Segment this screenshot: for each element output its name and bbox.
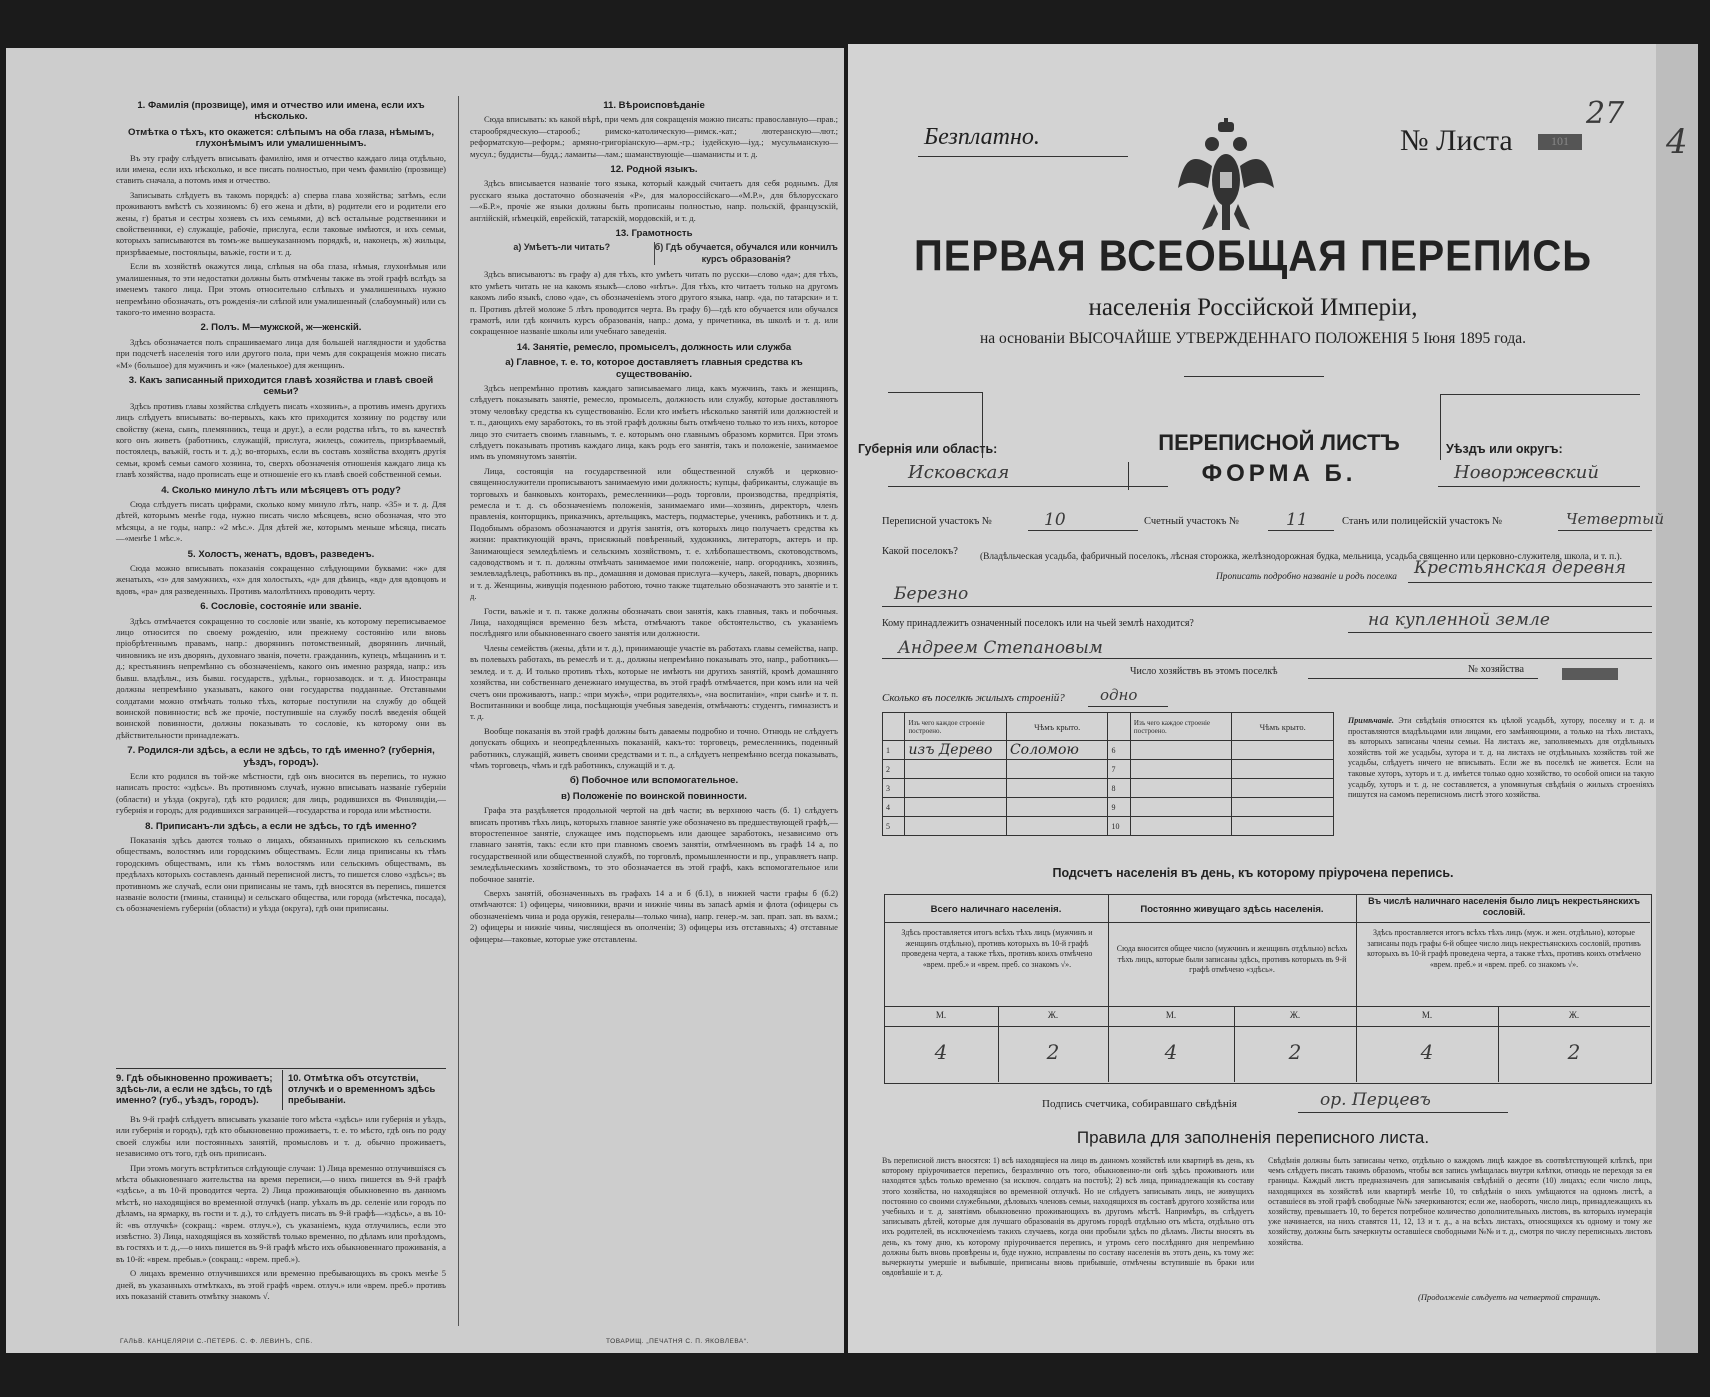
male-label: М. xyxy=(935,1010,947,1020)
instruction-paragraph: Члены семействъ (жены, дѣти и т. д.), принимающіе участіе въ работахъ главы семейства, напр. въ полевыхъ работахъ, въ ремеслѣ и т. д., должны непремѣнно показывать это, напр., работникъ—землед. и т. д. И только противъ тѣхъ, которые не имѣютъ ни другихъ занятій, кромѣ домашняго хозяйства, ни собственнаго денежнаго имущества, въ этой графѣ отмѣчается, при комъ или на чей счетъ они проживаютъ, напр.: «при мужѣ», «при родителяхъ», «на воспитаніи», «при сынѣ» и т. п. Воспитанники и вообще лица, посѣщающія учебныя заведенія, отмѣчаютъ: студентъ, гимназистъ и т. д. xyxy=(470,642,838,722)
instruction-paragraph: При этомъ могутъ встрѣтиться слѣдующіе случаи: 1) Лица временно отлучившіяся съ мѣста обыкновеннаго жительства на время переписи,—о нихъ пишется въ 9-й графѣ «здѣсь», а въ 10-й проводится черта. 2) Лица проживающія обыкновенно въ данномъ мѣстѣ, но находящіяся во временной отлучкѣ (напр. уѣхалъ въ др. селеніе или городъ по дѣламъ, на ярмарку, въ гости и т. д.), то слѣдуетъ писать въ 9-й графѣ—«здѣсь», а въ 10-й: «въ отлучкѣ» (сокращ.: «врем. отлуч.»), съ указаніемъ, куда отлучились, если это извѣстно. 3) Лица, находящіяся въ хозяйствѣ только временно, по дѣламъ или проѣздомъ, въ гостяхъ и т. д.,—о нихъ пишется въ 9-й графѣ мѣсто ихъ обыкновеннаго проживанія, а въ 10-й: «врем. пребыв.» (сокращ.: «врем. преб.»). xyxy=(116,1162,446,1264)
material-header-2: Изъ чего каждое строеніе построено. xyxy=(1130,713,1232,741)
right-page xyxy=(848,44,1698,1353)
gubernia-label: Губернія или область: xyxy=(858,442,998,456)
enumerator-signature-label: Подпись счетчика, собиравшаго свѣдѣнія xyxy=(1042,1098,1237,1110)
household-number-redacted xyxy=(1562,668,1618,680)
buildings-table xyxy=(882,712,1334,836)
row1-roof: Соломою xyxy=(1006,741,1108,760)
box-side xyxy=(1128,462,1129,490)
instruction-paragraph: Здѣсь непремѣнно противъ каждаго записываемаго лица, какъ мужчинъ, такъ и женщинъ, слѣдуетъ показывать занятіе, ремесло, промыселъ, должность или службу, которые доставляютъ этому человѣку средства къ существованію. Если кто имѣетъ нѣсколько занятій или должностей и т. п., дающихъ ему заработокъ, то въ этой графѣ должны быть отмѣчено только то изъ нихъ, которое лицо это считаетъ своимъ главнымъ, т. е. которымъ оно главнымъ образомъ кормится. При этомъ слѣдуетъ показывать противъ каждаго лица, какъ родъ его занятія, такъ и положеніе, занимаемое имъ въ упомянутомъ занятіи. xyxy=(470,382,838,462)
row-number: 4 xyxy=(883,798,905,817)
underline xyxy=(1268,530,1334,531)
section-9-heading: 9. Гдѣ обыкновенно проживаетъ; здѣсь-ли, а если не здѣсь, то гдѣ именно? (губ., уѣздъ, городъ). xyxy=(116,1072,273,1105)
left-column-1-bottom xyxy=(116,1114,446,1302)
rules-left-text: Въ переписной листъ вносятся: 1) всѣ находящіеся на лицо въ данномъ хозяйствѣ или квартирѣ въ день, къ которому пріурочивается перепись, безразлично отъ того, обыкновенно-ли онѣ здѣсь проживаютъ или находятся здѣсь только временно (за исключ. солдатъ на постоѣ); 2) всѣ лица, принадлежащія къ составу этого хозяйства, но находящіяся во временной отлучкѣ. Но не слѣдуетъ записывать лицъ, не живущихъ постоянно со своими служебными, дѣловыхъ членовъ семьи, находящихся въ составѣ другого хозяйства или учебныхъ и т. д. занятіямъ обыкновенно проживающихъ въ другомъ мѣстѣ. Напримѣръ, въ слѣдуетъ записывать дѣтей, которые для лучшаго образованія въ другомъ городѣ отдѣльно отъ мѣста, отдѣльно отъ ихъ родителей, въ исключеніемъ такихъ случаевъ, когда они пробыли здѣсь по дѣламъ. Листы вносятъ въ день, къ тому дню, къ которому пріурочивается перепись, и утромъ сего послѣдняго дня непремѣнно должны быть вновь провѣрены и, буде нужно, исправлены по составу населенія въ этотъ день, къ тому же: вычеркнуты умершіе и выбывшіе, приписаны вновь прибывшіе, отмѣчены вступившіе въ браки или овдовѣвшіе и т. д. xyxy=(882,1156,1254,1278)
section-heading: 5. Холостъ, женатъ, вдовъ, разведенъ. xyxy=(187,548,375,560)
total-female-value: 2 xyxy=(1046,1040,1060,1064)
counting-district-label: Счетный участокъ № xyxy=(1144,516,1240,527)
section-heading: 14. Занятіе, ремесло, промыселъ, должность или служба xyxy=(516,341,792,353)
row-number: 2 xyxy=(883,760,905,779)
instruction-paragraph: Вообще показанія въ этой графѣ должны быть даваемы подробно и точно. Отнюдь не слѣдуетъ допускать общихъ и неопредѣленныхъ показаній, какъ-то: торговецъ, ремесленникъ, поденный работникъ, служащій, живетъ своими средствами и т. п., а слѣдуетъ непремѣнно всегда показывать, чѣмъ торговецъ, чѣмъ и гдѣ работникъ, служащій и т. д. xyxy=(470,725,838,770)
uezd-label: Уѣздъ или округъ: xyxy=(1446,442,1563,456)
non-peasant-text: Здѣсь проставляется итогъ всѣхъ тѣхъ лицъ (муж. и жен. отдѣльно), которые записаны подъ графы 6-й общее число лицъ некрестьянскихъ сословій, противъ которыхъ въ 10-й графѣ проведена черта, а также тѣхъ, противъ коихъ отмѣчено «врем. преб.» и «врем. преб. со знакомъ √». xyxy=(1367,928,1641,969)
row-number: 9 xyxy=(1108,798,1130,817)
imperial-eagle-emblem xyxy=(1178,118,1274,234)
section-heading: 11. Вѣроисповѣданіе xyxy=(603,100,705,111)
section-heading: б) Побочное или вспомогательное. xyxy=(569,775,739,787)
section-heading: 7. Родился-ли здѣсь, а если не здѣсь, то гдѣ именно? (губернія, уѣздъ, городъ). xyxy=(127,745,435,768)
resident-female-value: 2 xyxy=(1288,1040,1302,1064)
buildings-note: Примѣчаніе. Эти свѣдѣнія относятся къ цѣлой усадьбѣ, хутору, поселку и т. д. и проставляются владѣльцами или лицами, его замѣняющими, а только на тѣхъ листахъ, въ которыхъ записаны члены семьи. На листахъ же, заполняемыхъ для отдѣльныхъ хозяйствъ той же усадьбы, хутора и т. д. на листахъ не отдѣльныхъ хозяйствъ той же усадьбы, слѣдуетъ ничего не вписывать. Если же въ поселкѣ не живется. Если на таковые хуторъ, хуторъ и т. д. имѣется только одно хозяйство, то особой описи на такую усадьбу, хуторъ и т. д. не составляется, а упомянутыя свѣдѣнія о жилыхъ строеніяхъ пишутся на самомъ переписномъ листѣ этого хозяйства. xyxy=(1348,716,1654,800)
instruction-paragraph: Сюда вписывать: къ какой вѣрѣ, при чемъ для сокращенія можно писать: православную—прав.; старообрядческую—старооб.; римско-католическую—римск.-кат.; лютеранскую—лют.; реформатскую—реформ.; армяно-григоріанскую—арм.-гр.; іудейскую—іуд.; мусульманскую—мусул.; буддисты—будд.; ламаиты—лам.; шаманствующіе—шаманисты и т. д. xyxy=(470,114,838,159)
row1-material: изъ Дерево xyxy=(905,741,1007,760)
box-top xyxy=(1440,394,1640,395)
divider xyxy=(884,922,1650,923)
printer-mark-right: ТОВАРИЩ. „ПЕЧАТНЯ С. П. ЯКОВЛЕВА“. xyxy=(606,1338,749,1345)
male-label: М. xyxy=(1421,1010,1433,1020)
male-label: М. xyxy=(1165,1010,1177,1020)
rules-right-text: Свѣдѣнія должны быть записаны четко, отдѣльно о каждомъ лицѣ каждое въ соотвѣтствующей клѣткѣ, при чемъ слѣдуетъ писать такимъ образомъ, чтобы вся запись умѣщалась внутри клѣтки, отнюдь не переходя за ея границы. Каждый листъ предназначенъ для записыванія свѣдѣній о десяти (10) лицахъ; если число лицъ, находящихся въ хозяйствѣ или квартирѣ менѣе 10, то свѣдѣнія о нихъ умѣщаются на одномъ листѣ, а оставшіеся въ этой графѣ свободные №№ зачеркиваются; если же, наоборотъ, число лицъ, принадлежащихъ къ хозяйству, превышаетъ 10, то берется потребное количество дополнительныхъ листовъ, въ которыхъ нумерація уже начинается, на нихъ ставятся 11, 12, 13 и т. д., а на всѣхъ листахъ, относящихся къ одному и тому же хозяйству, должны быть зачеркнуты оставшіеся свободными №№ и т. д., смотря по числу переписныхъ листовъ хозяйства. xyxy=(1268,1156,1652,1247)
divider xyxy=(116,1068,446,1069)
sheet-number-value: 101 xyxy=(1538,134,1582,150)
female-label: Ж. xyxy=(1289,1010,1301,1020)
buildings-value: одно xyxy=(1100,686,1138,704)
sheet-number-label: № Листа xyxy=(1400,124,1513,157)
owner-value-2: Андреем Степановым xyxy=(898,638,1103,658)
roof-header: Чѣмъ крыто. xyxy=(1006,713,1108,741)
instruction-paragraph: Гости, ваъжіе и т. п. также должны обозначать свои занятія, какъ главныя, такъ и побочныя. Лица, находящіяся временно безъ мѣста, отмѣчаютъ такое обстоятельство, съ указаніемъ послѣдняго или обыкновеннаго своего занятія или должности. xyxy=(470,605,838,639)
left-page xyxy=(6,48,844,1353)
underline xyxy=(1438,486,1640,487)
underline xyxy=(1298,1112,1508,1113)
instruction-paragraph: Лица, состоящія на государственной или общественной службѣ и церковно-священнослужители прописываютъ занимаемую ими должность; купцы, фабриканты, служащіе въ торговыхъ и банковыхъ конторахъ, ремесленники—родъ торговли, производства, предпріятія, ремесла и т. д. съ обозначеніемъ положенія, занимаемаго ими—хозяинъ, директоръ, членъ правленія, конторщикъ, приказчикъ, артельщикъ, мастеръ, подмастерье, ученикъ, работникъ и т. д. Подобнымъ образомъ обозначаются и другія занятія, отъ которыхъ лицо получаетъ средства къ жизни: практикующій врачъ, присяжный повѣренный, художникъ, литераторъ, актеръ и пр. Занимающіеся земледѣліемъ и сельскимъ хозяйствомъ, т. е. хлѣбопашествомъ, скотоводствомъ, садоводствомъ и т. п. должны отмѣчать занимаемое ими положеніе, напр. огородникъ, хозяинъ, землевладѣлецъ, работникъ въ пр., домашняя и домовая прислуга—кучеръ, лакей, поваръ, дворникъ и т. д. Женщины, живущія поденною работою, точно также тщательно обозначаютъ это занятіе и т. д. xyxy=(470,465,838,602)
instruction-paragraph: Сверхъ занятій, обозначенныхъ въ графахъ 14 а и б (б.1), в нижней части графы б (б.2) отмѣчаются: 1) офицеры, чиновники, врачи и нижніе чины въ запасѣ армія и флота (офицеры съ обозначеніемъ чина и рода оружія, генералы—только чина), напр. генер.-м. зап. прап. зап. въ вахм.; 2) офицеры и нижніе чины, числящіеся въ ополченіи; 3) офицеры изъ отставныхъ; 4) отставные офицеры—таковые, которые уже отставлены. xyxy=(470,888,838,944)
form-name: ФОРМА Б. xyxy=(1201,460,1357,487)
uezd-value: Новоржевский xyxy=(1454,462,1599,483)
section-heading: 13. Грамотность xyxy=(615,228,693,240)
non-peasant-header: Въ числѣ наличнаго населенія было лицъ некрестьянскихъ сословій. xyxy=(1368,896,1640,917)
households-count-label: Число хозяйствъ въ этомъ поселкѣ xyxy=(1130,666,1278,677)
underline xyxy=(882,606,1652,607)
printer-mark-left: ГАЛЬВ. КАНЦЕЛЯРІИ С.-ПЕТЕРБ. С. Ф. ЛЕВИНЪ, СПБ. xyxy=(120,1338,313,1345)
instruction-paragraph: Въ 9-й графѣ слѣдуетъ вписывать указаніе того мѣста «здѣсь» или губернія и уѣздъ, или губернія и городъ), гдѣ кто обыкновенно проживаетъ, т. е. то мѣсто, гдѣ онъ по роду своей службы или постоянныхъ занятій, промысловъ и т. д. обычно проживаетъ, независимо отъ того, гдѣ онъ приписанъ. xyxy=(116,1114,446,1159)
roof-header-2: Чѣмъ крыто. xyxy=(1232,713,1334,741)
non-peasant-female-value: 2 xyxy=(1567,1040,1581,1064)
literacy-subheadings xyxy=(470,242,838,265)
row-number: 5 xyxy=(883,817,905,836)
enumerator-signature-value: ор. Перцевъ xyxy=(1320,1090,1431,1110)
instruction-paragraph: Сюда слѣдуетъ писать цифрами, сколько кому минуло лѣтъ, напр. «35» и т. д. Для дѣтей, которымъ менѣе года, нужно писать число мѣсяцевъ, ясно обозначая, что это мѣсяцы, а не годы, напр.: «2 мѣс.». Для дѣтей же, которымъ меньше мѣсяца, писать—«менѣе 1 мѣс.». xyxy=(116,499,446,544)
row-number: 8 xyxy=(1108,779,1130,798)
female-label: Ж. xyxy=(1047,1010,1059,1020)
buildings-label: Сколько въ поселкѣ жилыхъ строеній? xyxy=(882,692,1065,704)
section-heading: 6. Сословіе, состояніе или званіе. xyxy=(200,601,362,613)
section-heading: Отмѣтка о тѣхъ, кто окажется: слѣпымъ на оба глаза, нѣмымъ, глухонѣмымъ или умалишеннымъ. xyxy=(128,126,434,150)
underline xyxy=(918,156,1128,157)
resident-male-value: 4 xyxy=(1164,1040,1178,1064)
instruction-paragraph: Графа эта раздѣляется продольной чертой на двѣ части; въ верхнюю часть (б. 1) слѣдуетъ вписать противъ тѣхъ лицъ, которыхъ главное занятіе уже обозначено въ предшествующей графѣ,—второстепенное занятіе, служащее имъ подспорьемъ или дающее заработокъ, независимо отъ главнаго занятія, такъ: если кто при главномъ своемъ занятіи, отмѣченномъ въ графѣ 14 а, по государственной или общественной службѣ, по торговлѣ, промышленности и пр., управляетъ напр. земледѣльческимъ хозяйствомъ, то это обозначается въ этой графѣ, какъ вспомогательное или побочное занятіе. xyxy=(470,805,838,884)
column-rule xyxy=(458,96,459,1326)
section-heading: в) Положеніе по воинской повинности. xyxy=(561,790,747,802)
underline xyxy=(1088,706,1168,707)
census-subtitle: населенія Россійской Имперіи, xyxy=(1088,294,1418,321)
stan-label: Станъ или полицейскій участокъ № xyxy=(1342,516,1503,527)
owner-value-1: на купленной земле xyxy=(1368,610,1550,630)
underline xyxy=(1558,530,1652,531)
literacy-subheading: а) Умѣетъ-ли читать? xyxy=(513,242,611,253)
row-number: 7 xyxy=(1108,760,1130,779)
underline xyxy=(1028,530,1138,531)
census-basis: на основаніи ВЫСОЧАЙШЕ УТВЕРЖДЕННАГО ПОЛОЖЕНІЯ 5 Іюня 1895 года. xyxy=(979,330,1527,347)
instruction-paragraph: Если кто родился въ той-же мѣстности, гдѣ онъ вносится въ перепись, то нужно написать просто: «здѣсь». Въ противномъ случаѣ, нужно вписывать названіе губерніи (области) и уѣзда (округа), гдѣ кто родился; для лицъ, родившихся въ Финляндіи,—губернія и городъ; для родившихся заграницей—государства и города или мѣстности. xyxy=(116,770,446,816)
enumeration-district-value: 10 xyxy=(1044,510,1066,530)
instruction-paragraph: Въ эту графу слѣдуетъ вписывать фамилію, имя и отчество каждаго лица отдѣльно, или имена, если ихъ нѣсколько, и все писать полностью, при чемъ фамилію (прозвище) ставить сначала, а потомъ имя и отчество. xyxy=(116,152,446,186)
handwritten-sheet-mark: 27 xyxy=(1586,96,1625,131)
underline xyxy=(1408,582,1652,583)
resident-population-header: Постоянно живущаго здѣсь населенія. xyxy=(1140,904,1324,915)
section-10-heading: 10. Отмѣтка объ отсутствіи, отлучкѣ и о временномъ здѣсь пребываніи. xyxy=(288,1072,436,1105)
box-top xyxy=(888,392,982,393)
count-title: Подсчетъ населенія въ день, къ которому пріурочена перепись. xyxy=(1052,866,1454,880)
material-header: Изъ чего каждое строеніе построено. xyxy=(905,713,1007,741)
handwritten-margin-mark: 4 xyxy=(1666,122,1688,162)
underline xyxy=(882,658,1652,659)
underline xyxy=(888,486,1168,487)
instruction-paragraph: Показанія здѣсь даются только о лицахъ, обязанныхъ припискою къ сельскимъ обществамъ, волостямъ или городскимъ обществамъ. Если лица приписаны къ тѣмъ городскимъ обществамъ, или къ тѣмъ волостямъ или сельскимъ обществамъ, въ предѣлахъ которыхъ составленъ данный переписной листъ, то пишется слово «здѣсь»; въ противномъ же случаѣ, если они приписаны не тамъ, гдѣ вносятся въ перепись, пишется названіе волости (гмины, станицы) и сельскаго общества, или города (мѣстечка, посада), съ обозначеніемъ губерніи (области) и уѣзда (округа), гдѣ они приписаны. xyxy=(116,834,446,914)
instruction-paragraph: Здѣсь обозначается полъ спрашиваемаго лица для большей наглядности и удобства при подсчетѣ населенія того или другого пола, при чемъ для сокращенія можно писать «М» (большое) для мужчинъ и «ж» (маленькое) для женщинъ. xyxy=(116,336,446,370)
instruction-paragraph: О лицахъ временно отлучившихся или временно пребывающихъ въ срокъ менѣе 5 дней, въ указанныхъ отмѣткахъ, въ этой графѣ «врем. отлуч.» или «врем. преб.» противъ ихъ показаній ставить отмѣтку знакомъ √. xyxy=(116,1268,446,1302)
underline xyxy=(1308,678,1538,679)
free-label: Безплатно. xyxy=(924,124,1040,150)
instruction-paragraph: Записывать слѣдуетъ въ такомъ порядкѣ: а) сперва глава хозяйства; затѣмъ, если проживаютъ вмѣстѣ съ хозяиномъ: б) его жена и дѣти, в) родители его и родители его жены, г) братья и сестры хозяевъ съ ихъ семьями, д) всѣ остальные родственники и свойственники, е) служащіе, рабочіе, прислуга, если таковые имѣются, и ихъ семьи, которыхъ записываются въ томъ-же вышеуказанномъ порядкѣ, и, наконецъ, ж) жильцы, призрѣваемые, постояльцы, ваъжіе, гости и т. д. xyxy=(116,189,446,257)
total-population-header: Всего наличнаго населенія. xyxy=(930,904,1062,915)
settlement-hint: Прописать подробно названіе и родъ поселка xyxy=(1216,572,1397,582)
divider xyxy=(282,1070,283,1110)
section-heading: 3. Какъ записанный приходится главѣ хозяйства и главѣ своей семьи? xyxy=(128,374,434,398)
household-number-label: № хозяйства xyxy=(1468,664,1525,675)
section-heading: 12. Родной языкъ. xyxy=(610,164,698,176)
section-heading: 1. Фамилія (прозвище), имя и отчество или имена, если ихъ нѣсколько. xyxy=(137,100,425,123)
instruction-paragraph: Здѣсь противъ главы хозяйства слѣдуетъ писать «хозяинъ», а противъ именъ другихъ лицъ слѣдуетъ вписывать: во-первыхъ, какъ кто приходится хозяину по родству или свойству (жена, сынъ, племянникъ, теща и друг.), а если родства нѣтъ, то въ качествѣ кого онъ живетъ (работникъ, служащій, прислуга, жилецъ, сожитель, призрѣваемый, постоялецъ, ваъжій, гость и т. д.); во-вторыхъ, если въ составъ хозяйства входятъ другія семьи, кромѣ семьи самого хозяина, то, сверхъ обозначенія отношенія каждаго лица къ главѣ хозяйства, надо прописать еще и отношеніе его къ главѣ своей собственной семьи. xyxy=(116,400,446,480)
short-rule xyxy=(1184,376,1324,377)
enumeration-district-label: Переписной участокъ № xyxy=(882,516,992,527)
left-column-2 xyxy=(470,96,838,1296)
literacy-subheading: б) Гдѣ обучается, обучался или кончилъ курсъ образованія? xyxy=(654,242,838,264)
rules-title: Правила для заполненія переписного листа. xyxy=(1076,1128,1430,1147)
page-edge xyxy=(1656,44,1698,1353)
settlement-value-1: Крестьянская деревня xyxy=(1414,558,1627,578)
total-male-value: 4 xyxy=(934,1040,948,1064)
instruction-paragraph: Сюда можно вписывать показанія сокращенно слѣдующими буквами: «ж» для женатыхъ, «з» для замужнихъ, «х» для холостыхъ, «д» для дѣвицъ, «вд» для вдовцовъ и вдовъ, «ра» для разведенныхъ. Противъ малолѣтнихъ проводить черту. xyxy=(116,563,446,596)
form-title: ПЕРЕПИСНОЙ ЛИСТЪ xyxy=(1158,430,1400,455)
stan-value: Четвертый xyxy=(1566,510,1665,528)
resident-population-text: Сюда вносится общее число (мужчинъ и женщинъ отдѣльно) всѣхъ тѣхъ лицъ, которые были записаны здѣсь, противъ которыхъ въ 9-й графѣ отмѣчено «здѣсь». xyxy=(1116,944,1348,975)
gubernia-value: Исковская xyxy=(908,462,1010,483)
box-side xyxy=(1440,394,1441,460)
settlement-label: Какой поселокъ? xyxy=(882,546,958,557)
row-number: 1 xyxy=(883,741,905,760)
section-heading: 2. Полъ. М—мужской, ж—женскій. xyxy=(200,322,362,334)
census-title: ПЕРВАЯ ВСЕОБЩАЯ ПЕРЕПИСЬ xyxy=(914,231,1592,281)
counting-district-value: 11 xyxy=(1286,510,1308,530)
total-population-text: Здѣсь проставляется итогъ всѣхъ тѣхъ лицъ (мужчинъ и женщинъ отдѣльно), противъ которыхъ въ 10-й графѣ проведена черта, а также тѣхъ, противъ коихъ отмѣчено «врем. преб.» и «врем. преб. со знакомъ √». xyxy=(901,928,1093,969)
row-number: 10 xyxy=(1108,817,1130,836)
section-heading: а) Главное, т. е. то, которое доставляетъ главныя средства къ существованію. xyxy=(505,357,803,380)
female-label: Ж. xyxy=(1568,1010,1580,1020)
section-heading: 8. Приписанъ-ли здѣсь, а если не здѣсь, то гдѣ именно? xyxy=(145,820,417,832)
instruction-paragraph: Если въ хозяйствѣ окажутся лица, слѣпыя на оба глаза, нѣмыя, глухонѣмыя или умалишенныя, то эти недостатки должны быть отмѣчены также въ этой графѣ вслѣдъ за именемъ такого лица. При этомъ относительно слѣпыхъ и умалишенныхъ нужно непремѣнно обозначать, отъ рожденія-ли слѣпой или умалишенный (слабоумный) или съ такого-то именно возраста. xyxy=(116,261,446,317)
settlement-value-2: Березно xyxy=(894,584,969,604)
non-peasant-male-value: 4 xyxy=(1420,1040,1434,1064)
row-number: 6 xyxy=(1108,741,1130,760)
instruction-paragraph: Здѣсь вписывается названіе того языка, который каждый считаетъ для себя роднымъ. Для русскаго языка достаточно обозначенія «Р», для малороссійскаго—«М.Р.», для бѣлорусскаго—«Б.Р.», прочіе же языки должны быть прописаны полностью, напр. польскій, французскій, англійскій, нѣмецкій, еврейскій, татарскій, мордовскій, и т. д. xyxy=(470,178,838,223)
row-number: 3 xyxy=(883,779,905,798)
left-column-1 xyxy=(116,96,446,1064)
instruction-paragraph: Здѣсь вписываютъ: въ графу а) для тѣхъ, кто умѣетъ читать по русски—слово «да»; для тѣхъ, кто умѣетъ читать не на какомъ языкѣ—слово «нѣтъ». Для тѣхъ, кто читаетъ только на другомъ какомъ либо языкѣ, слово «да», съ обозначеніемъ этого другого языка, напр. «да, по татарски» и т. п. Противъ дѣтей моложе 5 лѣтъ проводится черта. Въ графу б)—гдѣ кто обучается или обучался грамотѣ, или гдѣ кончилъ курсъ образованія, напр.: дома, у причетника, въ школѣ и т. д. или сокращенное названіе школы или учебнаго заведенія. xyxy=(470,269,838,337)
underline xyxy=(1348,632,1652,633)
settlement-description: (Владѣльческая усадьба, фабричный поселокъ, лѣсная сторожка, желѣзнодорожная будка, мельница, усадьба священно или церковно-служителя, школа, и т. п.). xyxy=(980,552,1622,562)
owner-label: Кому принадлежитъ означенный поселокъ или на чьей землѣ находится? xyxy=(882,618,1194,629)
section-heading: 4. Сколько минуло лѣтъ или мѣсяцевъ отъ роду? xyxy=(161,484,401,496)
instruction-paragraph: Здѣсь отмѣчается сокращенно то сословіе или званіе, къ которому переписываемое лицо относится по своему рожденію, или прежнему состоянію или вновь пріобрѣтеннымъ правамъ, напр.: дворянинъ потомственный, дворянинъ личный, чиновникъ не изъ дворянъ, духовнаго званія, почетн. гражданинъ, купецъ, мѣщанинъ и т. д.; крестьянинъ непремѣнно съ обозначеніемъ, какого онъ именно разряда, напр.: изъ бывш. владѣльч., изъ бывш. государств., удѣльн., горнозаводск. и т. д. Иностранцы должны непремѣнно указывать, какого они государства подданные. Отставными солдатами можно отмѣчать только тѣхъ, которые поступили на службу до общей воинской повинности; всѣ же прочіе, поступившіе на службу послѣ введенія общей воинской повинности, должны показывать то сословіе, къ которому они въ дѣйствительности принадлежатъ. xyxy=(116,615,446,740)
rules-continued: (Продолженіе слѣдуетъ на четвертой страницѣ. xyxy=(1418,1292,1601,1302)
